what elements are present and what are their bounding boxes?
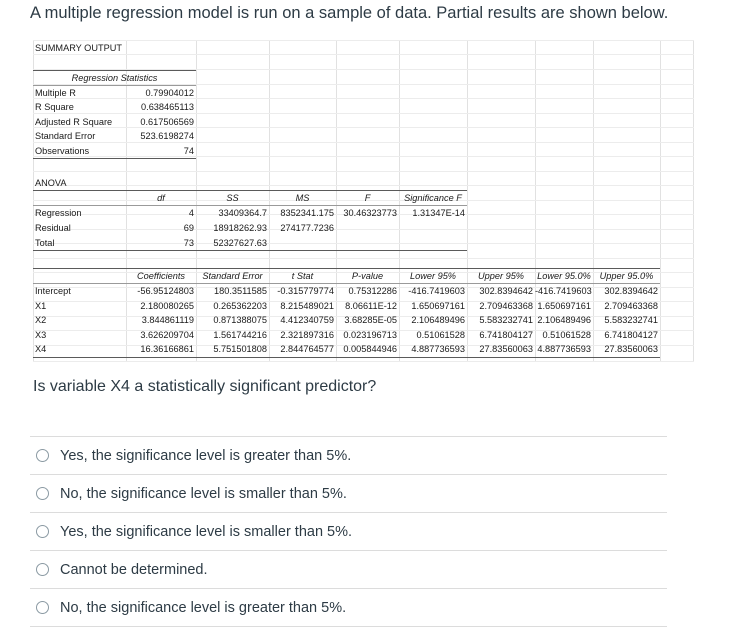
anova-sig: 1.31347E-14 <box>412 208 465 218</box>
answer-list <box>30 436 667 627</box>
anova-ms: 8352341.175 <box>280 208 334 218</box>
stat-label: R Square <box>35 102 74 112</box>
coef-value: 0.75312286 <box>348 286 397 296</box>
anova-header: SS <box>226 193 239 203</box>
coef-value: -416.7419603 <box>408 286 465 296</box>
coef-value: 0.871388075 <box>213 315 267 326</box>
stat-value: 74 <box>183 146 194 156</box>
stat-label: Adjusted R Square <box>35 117 113 127</box>
coef-value: 1.561744216 <box>213 329 267 340</box>
sub-question-text: Is variable X4 a statistically significant predictor? <box>33 378 377 395</box>
coef-value: 27.83560063 <box>604 344 658 355</box>
stat-label: Multiple R <box>35 88 76 98</box>
answer-option[interactable] <box>30 588 667 627</box>
anova-f: 30.46323773 <box>343 208 397 218</box>
coef-value: 0.023196713 <box>343 329 397 340</box>
coef-value: 4.887736593 <box>537 344 591 355</box>
radio-button[interactable] <box>36 449 49 462</box>
coef-header: P-value <box>351 271 384 281</box>
coef-value: 16.36166861 <box>140 344 194 355</box>
coef-header: Upper 95.0% <box>599 271 654 281</box>
coef-header: Lower 95.0% <box>537 271 591 281</box>
coef-value: 27.83560063 <box>479 344 533 355</box>
coef-value: -416.7419603 <box>535 286 592 296</box>
stat-value: 0.79904012 <box>145 88 194 98</box>
answer-label: Cannot be determined. <box>60 561 208 578</box>
anova-header: df <box>157 193 165 203</box>
coef-value: 0.51061528 <box>416 329 465 340</box>
coef-value: 0.005844946 <box>343 344 397 355</box>
stat-value: 0.638465113 <box>141 102 194 112</box>
answer-label: No, the significance level is greater than 5%. <box>60 599 347 616</box>
summary-output-label: SUMMARY OUTPUT <box>35 43 122 53</box>
coef-value: 6.741804127 <box>604 329 658 340</box>
anova-row-label: Total <box>35 238 55 248</box>
coef-header: Upper 95% <box>478 271 524 281</box>
coef-header: t Stat <box>291 271 314 281</box>
answer-option[interactable] <box>30 512 667 550</box>
radio-button[interactable] <box>36 525 49 538</box>
stat-value: 0.617506569 <box>140 117 194 127</box>
anova-df: 69 <box>183 223 194 233</box>
radio-button[interactable] <box>36 487 49 500</box>
anova-ss: 33409364.7 <box>218 208 267 218</box>
answer-option[interactable] <box>30 474 667 512</box>
answer-label: Yes, the significance level is greater than 5%. <box>60 447 352 464</box>
coef-value: 2.106489496 <box>537 315 591 326</box>
coef-value: 4.412340759 <box>280 315 334 326</box>
anova-df: 4 <box>188 208 194 218</box>
answer-option[interactable] <box>30 550 667 588</box>
coef-value: 5.583232741 <box>479 315 533 326</box>
anova-title: ANOVA <box>35 178 67 188</box>
anova-header: MS <box>295 193 310 203</box>
coef-value: 2.321897316 <box>280 329 334 340</box>
coef-value: 2.106489496 <box>411 315 465 326</box>
anova-df: 73 <box>183 238 194 248</box>
coef-value: 8.06611E-12 <box>345 300 397 311</box>
anova-ss: 52327627.63 <box>213 238 267 248</box>
stat-value: 523.6198274 <box>140 131 194 141</box>
anova-ss: 18918262.93 <box>213 223 267 233</box>
coef-row-label: X3 <box>35 329 47 340</box>
answer-label: No, the significance level is smaller than 5%. <box>60 485 347 502</box>
radio-button[interactable] <box>36 601 49 614</box>
answer-label: Yes, the significance level is smaller than 5%. <box>60 523 353 540</box>
coef-value: 302.8394642 <box>604 286 658 296</box>
coef-value: 3.68285E-05 <box>344 315 397 326</box>
anova-row-label: Residual <box>35 223 71 233</box>
coef-row-label: X2 <box>35 315 47 326</box>
coef-value: 2.709463368 <box>604 300 658 311</box>
coef-value: 6.741804127 <box>479 329 533 340</box>
anova-header: F <box>364 193 371 203</box>
coef-row-label: X4 <box>35 344 47 355</box>
coef-value: 0.51061528 <box>542 329 591 340</box>
coef-row-label: Intercept <box>35 286 71 296</box>
coef-value: -0.315779774 <box>277 286 334 296</box>
coef-value: -56.95124803 <box>137 286 194 296</box>
answer-option[interactable] <box>30 436 667 474</box>
coef-value: 0.265362203 <box>213 300 267 311</box>
stat-label: Observations <box>35 146 90 156</box>
anova-ms: 274177.7236 <box>280 223 334 233</box>
coef-value: 302.8394642 <box>479 286 533 296</box>
coef-value: 5.751501808 <box>213 344 267 355</box>
coef-value: 1.650697161 <box>411 300 465 311</box>
stat-label: Standard Error <box>35 131 96 141</box>
anova-row-label: Regression <box>35 208 82 218</box>
coef-value: 180.3511585 <box>214 286 267 296</box>
radio-button[interactable] <box>36 563 49 576</box>
coef-value: 2.709463368 <box>479 300 533 311</box>
coef-row-label: X1 <box>35 300 47 311</box>
coef-value: 8.215489021 <box>280 300 334 311</box>
spreadsheet-image <box>33 40 694 362</box>
coef-value: 2.844764577 <box>280 344 334 355</box>
coef-value: 1.650697161 <box>537 300 591 311</box>
coef-value: 3.844861119 <box>141 315 194 326</box>
coef-header: Lower 95% <box>410 271 456 281</box>
coef-value: 3.626209704 <box>140 329 194 340</box>
coef-header: Standard Error <box>202 271 263 281</box>
anova-header: Significance F <box>404 193 462 203</box>
coef-header: Coefficients <box>136 271 185 281</box>
coef-value: 4.887736593 <box>411 344 465 355</box>
regression-statistics-title: Regression Statistics <box>71 73 158 83</box>
coef-value: 5.583232741 <box>604 315 658 326</box>
coef-value: 2.180080265 <box>140 300 194 311</box>
question-text: A multiple regression model is run on a sample of data. Partial results are shown below. <box>30 4 669 22</box>
